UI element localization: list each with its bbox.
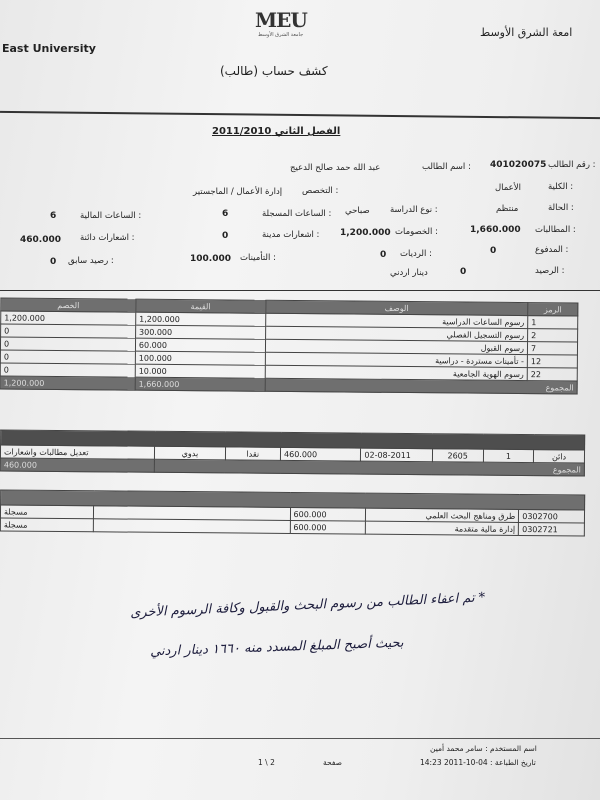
fee-value: 1,200.000 <box>136 312 266 326</box>
course-code: 0302700 <box>519 509 585 523</box>
course-amount: 600.000 <box>290 520 365 534</box>
university-name-en: East University <box>2 42 96 55</box>
notices-total-label: المجموع <box>155 459 585 476</box>
fee-discount: 0 <box>0 363 135 377</box>
claims-label: المطالبات : <box>535 225 576 235</box>
notice-note: تعديل مطالبات واشعارات <box>0 445 155 459</box>
credit-value: 460.000 <box>20 235 61 245</box>
course-desc: طرق ومناهج البحث العلمي <box>365 508 519 522</box>
balance-value: 0 <box>460 267 467 277</box>
paid-label: المدفوع : <box>535 245 569 255</box>
info-divider <box>0 290 600 291</box>
fees-total-label: المجموع <box>265 378 578 394</box>
course-desc: إدارة مالية متقدمة <box>365 521 519 535</box>
handwritten-note-line-2: بحيث أصبح المبلغ المسدد منه ١٦٦٠ دينار اردني <box>149 635 404 660</box>
notice-amount: 460.000 <box>280 447 360 461</box>
fee-value: 10.000 <box>135 364 265 378</box>
prev-balance-label: رصيد سابق : <box>68 256 114 266</box>
reg-hours-label: الساعات المسجلة : <box>262 209 332 219</box>
debit-label: اشعارات مدينة : <box>262 230 320 240</box>
major-value: إدارة الأعمال / الماجستير <box>193 187 283 197</box>
paid-value: 0 <box>490 246 497 256</box>
fin-hours-value: 6 <box>50 211 57 221</box>
university-logo: MEU <box>255 8 307 32</box>
fee-discount: 0 <box>0 350 135 364</box>
fee-discount: 0 <box>1 324 136 338</box>
insurance-label: التأمينات : <box>240 253 276 263</box>
student-name-value: عبد الله حمد صالح الدعيج <box>290 163 381 173</box>
student-id-value: 401020075 <box>490 160 547 170</box>
course-status: مسجلة <box>0 505 94 519</box>
prev-balance-value: 0 <box>50 257 57 267</box>
fee-desc: رسوم القبول <box>265 339 528 354</box>
notice-seq: 2605 <box>432 449 483 462</box>
fees-header-desc: الوصف <box>265 300 528 315</box>
major-label: التخصص : <box>302 186 339 196</box>
college-value: الأعمال <box>495 183 521 193</box>
fee-value: 300.000 <box>136 325 266 339</box>
fees-total-discount: 1,200.000 <box>0 376 135 390</box>
fee-desc: رسوم الساعات الدراسية <box>265 313 528 328</box>
logo-subtitle: جامعة الشرق الأوسط <box>258 32 304 38</box>
course-code: 0302721 <box>519 522 585 536</box>
debit-value: 0 <box>222 231 229 241</box>
university-name-ar: امعة الشرق الأوسط <box>480 26 573 39</box>
fee-discount: 1,200.000 <box>1 311 136 325</box>
fee-code: 1 <box>528 316 578 329</box>
notice-num: 1 <box>483 449 534 462</box>
footer-print-date: تاريخ الطباعة : 04-10-2011 14:23 <box>420 758 536 767</box>
fin-hours-label: الساعات المالية : <box>80 211 142 221</box>
handwritten-note-line-1: * تم اعفاء الطالب من رسوم البحث والقبول وكافة الرسوم الأخرى <box>129 590 486 621</box>
credit-label: اشعارات دائنة : <box>80 233 135 243</box>
fees-total-value: 1,660.000 <box>135 377 265 391</box>
fee-desc: رسوم التسجيل الفصلي <box>265 326 528 341</box>
header-divider <box>0 111 600 119</box>
fee-desc: تأمينات مستردة - دراسية - <box>265 352 528 367</box>
notice-type: دائن <box>534 450 585 463</box>
student-id-label: رقم الطالب : <box>548 160 596 170</box>
fees-table <box>0 297 578 394</box>
refunds-value: 0 <box>380 250 387 260</box>
refunds-label: الرديات : <box>400 249 432 259</box>
fee-code: 2 <box>528 329 578 342</box>
notices-table <box>0 429 585 476</box>
student-name-label: اسم الطالب : <box>422 162 471 172</box>
insurance-value: 100.000 <box>190 254 231 264</box>
course-amount: 600.000 <box>290 507 365 521</box>
status-value: منتظم <box>496 204 519 214</box>
fee-value: 100.000 <box>135 351 265 365</box>
fees-header-code: الرمز <box>528 303 578 316</box>
fee-desc: رسوم الهوية الجامعية <box>265 365 528 380</box>
discounts-label: الخصومات : <box>395 227 438 237</box>
fees-header-discount: الخصم <box>1 298 136 312</box>
course-blank <box>94 519 290 534</box>
college-label: الكلية : <box>548 182 574 192</box>
footer-page-value: 1 \ 2 <box>258 758 275 767</box>
fee-discount: 0 <box>0 337 135 351</box>
courses-table <box>0 489 585 536</box>
page-title: كشف حساب (طالب) <box>220 64 328 78</box>
fee-code: 22 <box>527 368 577 381</box>
reg-hours-value: 6 <box>222 209 229 219</box>
notices-total-value: 460.000 <box>0 458 155 472</box>
study-type-value: صباحي <box>345 206 370 216</box>
status-label: الحالة : <box>548 203 574 213</box>
discounts-value: 1,200.000 <box>340 228 391 238</box>
currency-label: دينار اردني <box>390 268 428 278</box>
footer-divider <box>0 738 600 739</box>
study-type-label: نوع الدراسة : <box>390 205 438 215</box>
semester-title: الفصل الثاني 2011/2010 <box>212 126 341 137</box>
notice-user: يدوي <box>155 446 225 460</box>
notice-date: 02-08-2011 <box>361 448 432 462</box>
notice-kind: نقدا <box>225 447 281 460</box>
claims-value: 1,660.000 <box>470 225 521 235</box>
fee-value: 60.000 <box>135 338 265 352</box>
fee-code: 12 <box>527 355 577 368</box>
course-status: مسجلة <box>0 518 94 532</box>
footer-page-label: صفحة <box>323 758 343 767</box>
balance-label: الرصيد : <box>535 266 565 276</box>
fees-header-value: القيمة <box>136 299 266 313</box>
fee-code: 7 <box>527 342 577 355</box>
footer-user: اسم المستخدم : سامر محمد أمين <box>430 744 537 753</box>
